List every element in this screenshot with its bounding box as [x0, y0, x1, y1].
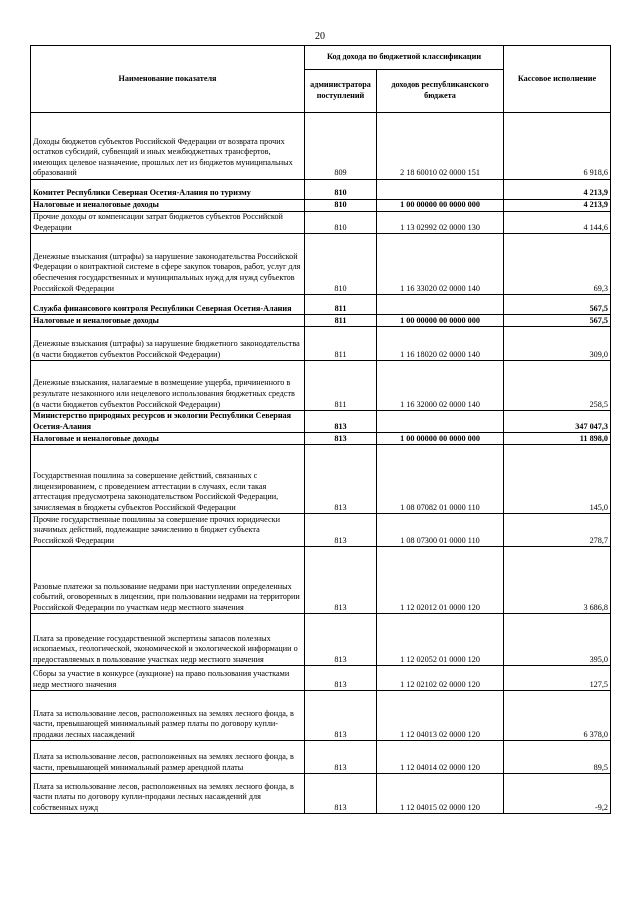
row-income-code: 1 08 07300 01 0000 110: [377, 514, 504, 547]
table-header: [31, 46, 611, 113]
row-amount: 347 047,3: [504, 411, 611, 433]
table-row: [31, 212, 611, 234]
row-income-code: 1 00 00000 00 0000 000: [377, 200, 504, 212]
row-name: Прочие доходы от компенсации затрат бюджетов субъектов Российской Федерации: [31, 212, 305, 234]
row-amount: -9,2: [504, 774, 611, 814]
row-amount: 127,5: [504, 666, 611, 691]
row-income-code: [377, 411, 504, 433]
row-admin-code: 811: [305, 327, 377, 361]
row-amount: 309,0: [504, 327, 611, 361]
row-amount: 4 213,9: [504, 180, 611, 200]
row-income-code: 1 16 33020 02 0000 140: [377, 234, 504, 295]
row-name: Комитет Республики Северная Осетия-Алания по туризму: [31, 180, 305, 200]
row-admin-code: 813: [305, 741, 377, 774]
budget-table: [30, 45, 611, 814]
table-row: [31, 741, 611, 774]
table-row: [31, 445, 611, 514]
row-name: Плата за использование лесов, расположенных на землях лесного фонда, в части, превышающей минимальный размер платы по договору купли-продажи лесных насаждений: [31, 691, 305, 741]
row-amount: 4 144,6: [504, 212, 611, 234]
row-income-code: 1 16 18020 02 0000 140: [377, 327, 504, 361]
row-name: Плата за проведение государственной экспертизы запасов полезных ископаемых, геологической, экономической и экологической информации о предоставляемых в пользование участках недр местного значения: [31, 614, 305, 666]
row-amount: 145,0: [504, 445, 611, 514]
table-row: [31, 547, 611, 614]
row-admin-code: 810: [305, 212, 377, 234]
row-income-code: 1 08 07082 01 0000 110: [377, 445, 504, 514]
table-row: [31, 614, 611, 666]
row-income-code: 1 12 04014 02 0000 120: [377, 741, 504, 774]
table-row: [31, 411, 611, 433]
table-row: [31, 180, 611, 200]
table-row: [31, 315, 611, 327]
row-admin-code: 810: [305, 200, 377, 212]
table-row: [31, 295, 611, 315]
row-admin-code: 811: [305, 361, 377, 411]
table-row: [31, 327, 611, 361]
row-name: Служба финансового контроля Республики Северная Осетия-Алания: [31, 295, 305, 315]
row-name: Плата за использование лесов, расположенных на землях лесного фонда, в части платы по договору купли-продажи лесных насаждений для собственных нужд: [31, 774, 305, 814]
table-row: [31, 774, 611, 814]
row-admin-code: 813: [305, 691, 377, 741]
row-name: Налоговые и неналоговые доходы: [31, 315, 305, 327]
row-name: Доходы бюджетов субъектов Российской Федерации от возврата прочих остатков субсидий, субвенций и иных межбюджетных трансфертов, имеющих целевое назначение, прошлых лет из бюджетов муниципальных образований: [31, 113, 305, 180]
row-name: Налоговые и неналоговые доходы: [31, 200, 305, 212]
row-admin-code: 813: [305, 445, 377, 514]
table-row: [31, 433, 611, 445]
row-income-code: 1 12 04015 02 0000 120: [377, 774, 504, 814]
row-admin-code: 809: [305, 113, 377, 180]
row-name: Налоговые и неналоговые доходы: [31, 433, 305, 445]
table-row: [31, 361, 611, 411]
row-admin-code: 811: [305, 315, 377, 327]
header-name: Наименование показателя: [31, 46, 305, 113]
row-name: Министерство природных ресурсов и экологии Республики Северная Осетия-Алания: [31, 411, 305, 433]
row-amount: 567,5: [504, 315, 611, 327]
row-amount: 258,5: [504, 361, 611, 411]
table-row: [31, 113, 611, 180]
row-name: Плата за использование лесов, расположенных на землях лесного фонда, в части, превышающей минимальный размер арендной платы: [31, 741, 305, 774]
row-income-code: 2 18 60010 02 0000 151: [377, 113, 504, 180]
row-name: Сборы за участие в конкурсе (аукционе) на право пользования участками недр местного значения: [31, 666, 305, 691]
row-amount: 11 898,0: [504, 433, 611, 445]
row-amount: 89,5: [504, 741, 611, 774]
row-income-code: 1 00 00000 00 0000 000: [377, 433, 504, 445]
table-body: [31, 113, 611, 814]
row-admin-code: 810: [305, 180, 377, 200]
row-admin-code: 813: [305, 774, 377, 814]
row-income-code: 1 12 02102 02 0000 120: [377, 666, 504, 691]
row-income-code: 1 16 32000 02 0000 140: [377, 361, 504, 411]
row-name: Государственная пошлина за совершение действий, связанных с лицензированием, с проведением аттестации в случаях, если такая аттестация предусмотрена законодательством Российской Федерации, зачисляемая в бюджеты субъектов Российской Федерации: [31, 445, 305, 514]
row-admin-code: 813: [305, 514, 377, 547]
row-admin-code: 810: [305, 234, 377, 295]
row-amount: 69,3: [504, 234, 611, 295]
row-name: Денежные взыскания (штрафы) за нарушение бюджетного законодательства (в части бюджетов субъектов Российской Федерации): [31, 327, 305, 361]
row-income-code: 1 12 04013 02 0000 120: [377, 691, 504, 741]
header-code-group: Код дохода по бюджетной классификации: [305, 46, 504, 70]
header-income: доходов республиканского бюджета: [377, 70, 504, 113]
row-amount: 6 918,6: [504, 113, 611, 180]
row-admin-code: 811: [305, 295, 377, 315]
row-admin-code: 813: [305, 666, 377, 691]
header-admin: администратора поступлений: [305, 70, 377, 113]
row-name: Разовые платежи за пользование недрами при наступлении определенных событий, оговоренных в лицензии, при пользовании недрами на территории Российской Федерации по участкам недр местного значения: [31, 547, 305, 614]
row-amount: 3 686,8: [504, 547, 611, 614]
row-income-code: 1 13 02992 02 0000 130: [377, 212, 504, 234]
row-name: Денежные взыскания, налагаемые в возмещение ущерба, причиненного в результате незаконного или нецелевого использования бюджетных средств (в части бюджетов субъектов Российской Федерации): [31, 361, 305, 411]
row-amount: 395,0: [504, 614, 611, 666]
row-admin-code: 813: [305, 614, 377, 666]
row-admin-code: 813: [305, 411, 377, 433]
page-number: 20: [315, 31, 325, 42]
table-row: [31, 666, 611, 691]
row-name: Денежные взыскания (штрафы) за нарушение законодательства Российской Федерации о контрактной системе в сфере закупок товаров, работ, услуг для обеспечения государственных и муниципальных нужд для нужд субъектов Российской Федерации: [31, 234, 305, 295]
header-exec: Кассовое исполнение: [504, 46, 611, 113]
row-name: Прочие государственные пошлины за совершение прочих юридически значимых действий, подлежащие зачислению в бюджет субъекта Российской Федерации: [31, 514, 305, 547]
row-income-code: 1 12 02052 01 0000 120: [377, 614, 504, 666]
row-income-code: [377, 295, 504, 315]
row-amount: 278,7: [504, 514, 611, 547]
table-row: [31, 514, 611, 547]
row-amount: 6 378,0: [504, 691, 611, 741]
row-amount: 4 213,9: [504, 200, 611, 212]
row-admin-code: 813: [305, 433, 377, 445]
table-row: [31, 200, 611, 212]
row-admin-code: 813: [305, 547, 377, 614]
row-income-code: 1 12 02012 01 0000 120: [377, 547, 504, 614]
row-income-code: 1 00 00000 00 0000 000: [377, 315, 504, 327]
table-row: [31, 691, 611, 741]
row-income-code: [377, 180, 504, 200]
table-row: [31, 234, 611, 295]
row-amount: 567,5: [504, 295, 611, 315]
